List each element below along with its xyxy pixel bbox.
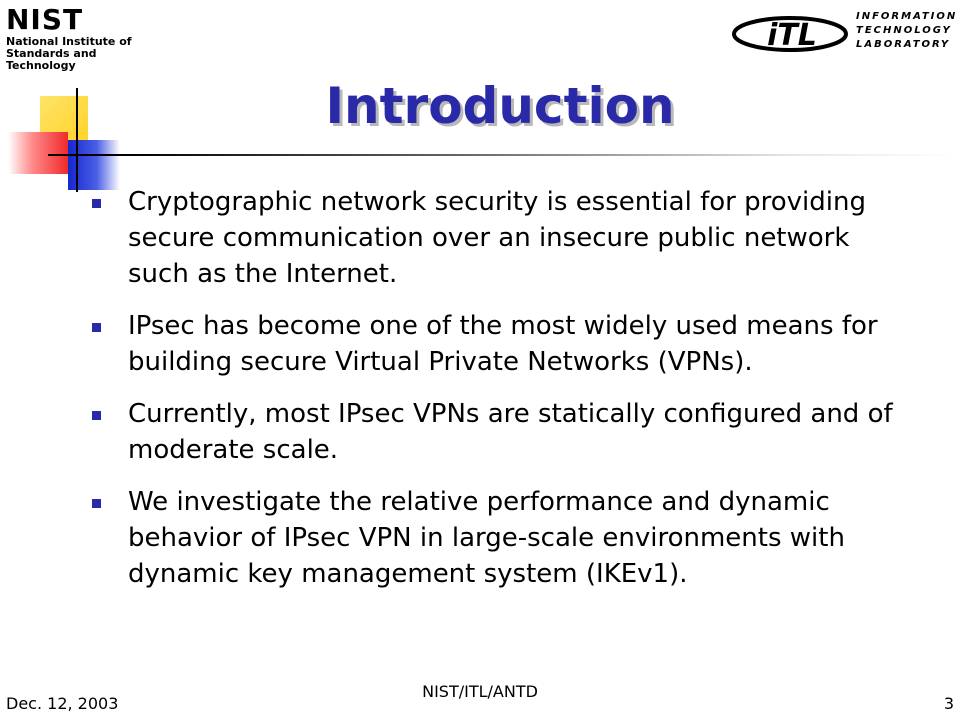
bullet-item: [90, 396, 930, 468]
nist-logo: [6, 3, 166, 72]
itl-logo-line2: TECHNOLOGY: [856, 25, 952, 36]
slide-title: Introduction: [325, 77, 675, 135]
bullet-square-icon: [92, 499, 101, 508]
decor-vertical-line: [76, 88, 78, 192]
decor-horizontal-line: [48, 154, 130, 156]
nist-logo-line2: Standards and Technology: [6, 47, 97, 72]
bullet-text: Currently, most IPsec VPNs are statically configured and of moderate scale.: [128, 399, 893, 465]
nist-logo-word: NIST: [6, 3, 84, 36]
bullet-list: [90, 184, 930, 608]
decor-red-square: [8, 132, 68, 174]
bullet-square-icon: [92, 199, 101, 208]
bullet-item: [90, 484, 930, 592]
bullet-square-icon: [92, 323, 101, 332]
itl-logo-text: [856, 10, 957, 52]
nist-logo-line1: National Institute of: [6, 35, 132, 48]
bullet-square-icon: [92, 411, 101, 420]
page-number: 3: [943, 694, 954, 713]
bullet-item: [90, 308, 930, 380]
footer-org: NIST/ITL/ANTD: [422, 682, 538, 701]
itl-swoosh-icon: [732, 14, 852, 54]
itl-logo: [732, 6, 958, 58]
bullet-text: We investigate the relative performance and dynamic behavior of IPsec VPN in large-scale environments with dynamic key management system (IKEv1).: [128, 487, 845, 589]
bullet-item: [90, 184, 930, 292]
title-underline: [130, 154, 960, 156]
itl-logo-line1: INFORMATION: [856, 11, 958, 22]
bullet-text: IPsec has become one of the most widely used means for building secure Virtual Private Networks (VPNs).: [128, 311, 878, 377]
itl-logo-line3: LABORATORY: [856, 39, 951, 50]
footer-date: Dec. 12, 2003: [6, 694, 119, 713]
itl-logo-word: iTL: [767, 18, 817, 53]
bullet-text: Cryptographic network security is essential for providing secure communication over an insecure public network such as the Internet.: [128, 187, 866, 289]
